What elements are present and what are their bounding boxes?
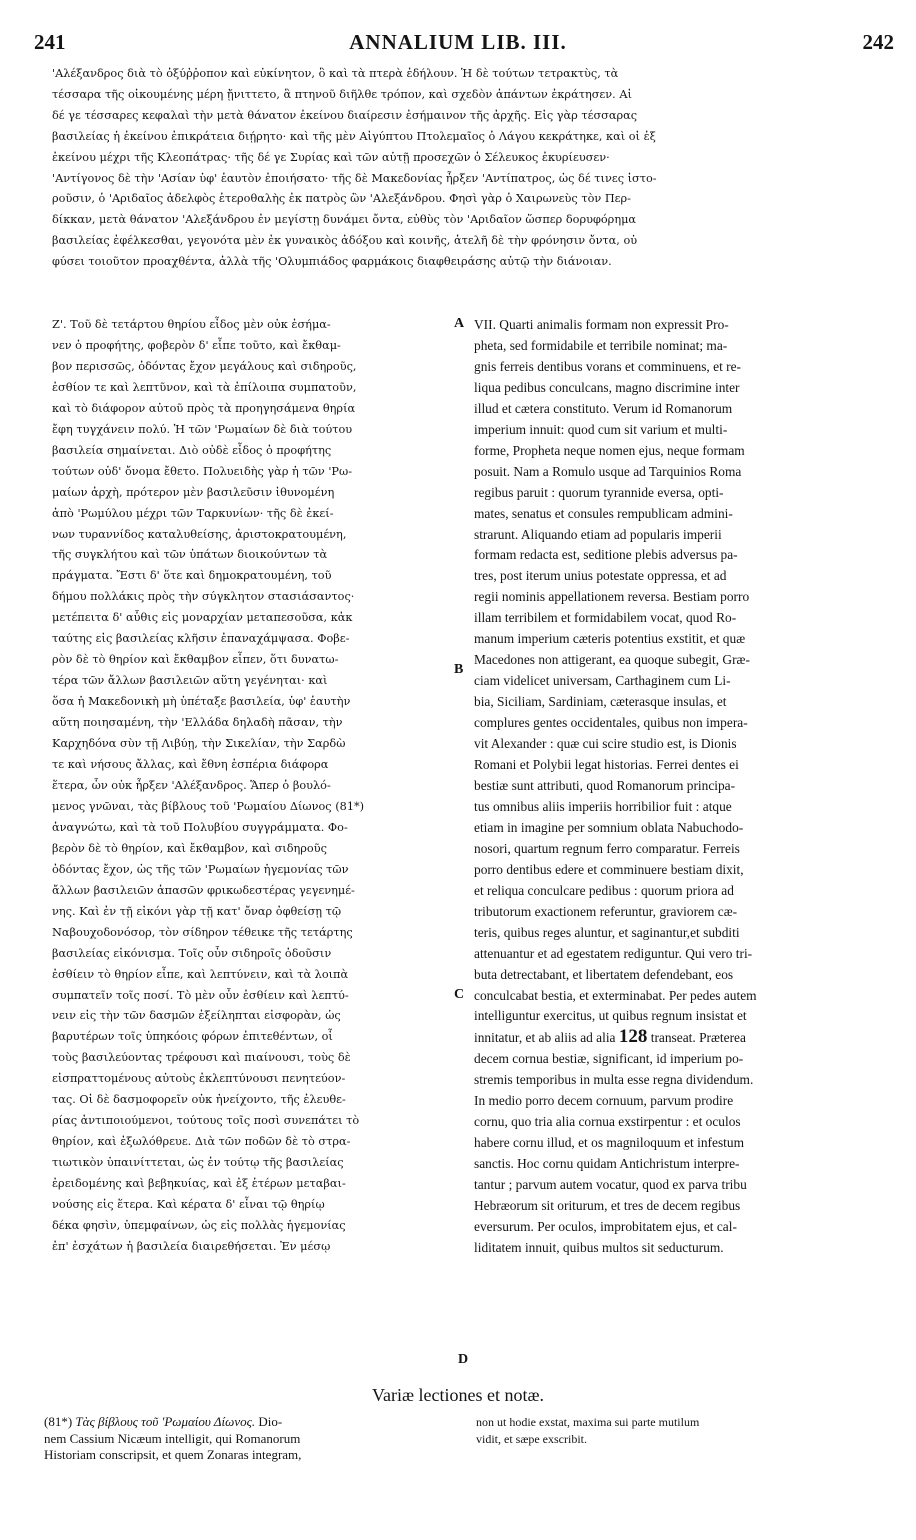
latin-column bbox=[474, 315, 880, 1259]
latin-text-line: illam terribilem et formidabilem vocat, quod Ro- bbox=[474, 610, 737, 626]
latin-text-line: attenuantur et ad egestatem rediguntur. Qui vero tri- bbox=[474, 945, 753, 961]
latin-text-line: tres, post iterum unius potestate oppressa, et ad bbox=[474, 568, 727, 584]
latin-text-line: regibus paruit : quorum tyrannide eversa, opti- bbox=[474, 484, 724, 500]
latin-text-line: et reliqua conculcare pedibus : quorum priora ad bbox=[474, 882, 734, 898]
latin-text-line: manum imperium cæteris potentius exstitit, et quæ bbox=[474, 631, 746, 647]
greek-text-line: τέσσαρα τῆς οἰκουμένης μέρη ᾔνιττετο, ἃ πτηνοῦ διῆλθε τρόπον, καὶ σχεδὸν ἁπάντων ἐκράτησεν. Αἱ bbox=[52, 87, 632, 101]
latin-text-line: mates, senatus et consules rempublicam admini- bbox=[474, 505, 733, 521]
greek-text-line: εἰσπραττομένους αὐτοὺς ἐκλεπτύνουσι πενητεύον- bbox=[52, 1072, 346, 1086]
footnote-text: Dio- bbox=[258, 1414, 283, 1429]
greek-text-line: αὕτη ποιησαμένη, τὴν 'Ελλάδα δηλαδὴ πᾶσαν, τὴν bbox=[52, 716, 343, 730]
margin-marker-d: D bbox=[458, 1352, 469, 1367]
footnote-line: non ut hodie exstat, maxima sui parte mutilum bbox=[476, 1415, 700, 1429]
greek-text-line: δέ γε τέσσαρες κεφαλαὶ τὴν μετὰ θάνατον ἐκείνου διαίρεσιν ἐσήμαινον τῆς ἀρχῆς. Εἰς γὰρ τέσσαρας bbox=[52, 108, 638, 122]
greek-text-line: βασιλείας ἐφέλκεσθαι, γεγονότα μὲν ἐκ γυναικὸς ἀδόξου καὶ κοινῆς, ἀτελῆ δὲ τὴν φρόνησιν ὄντα, οὐ bbox=[52, 234, 638, 248]
greek-text-line: τιωτικὸν ὑπαινίττεται, ὡς ἐν τούτῳ τῆς βασιλείας bbox=[52, 1156, 344, 1170]
latin-text-line: sanctis. Hoc cornu quidam Antichristum interpre- bbox=[474, 1156, 740, 1172]
greek-text-line: νούσης εἰς ἕτερα. Καὶ κέρατα δ' εἶναι τῷ θηρίῳ bbox=[52, 1198, 325, 1212]
margin-marker-c: C bbox=[454, 987, 465, 1002]
margin-marker-a: A bbox=[454, 316, 465, 331]
greek-text-line: δέκα φησὶν, ὑπεμφαίνων, ὡς εἰς πολλὰς ἡγεμονίας bbox=[52, 1218, 346, 1232]
greek-text-line: Ζ'. Τοῦ δὲ τετάρτου θηρίου εἶδος μὲν οὐκ ἐσήμα- bbox=[52, 318, 331, 331]
greek-text-line: ροῦσιν, ὁ 'Αριδαῖος ἀδελφὸς ἑτεροθαλὴς ἐκ πατρὸς ὢν 'Αλεξάνδρου. Φησὶ γὰρ ὁ Χαιρωνεὺς τὸν Περ- bbox=[52, 192, 631, 206]
latin-text-line: gnis ferreis dentibus vorans et comminuens, et re- bbox=[474, 358, 741, 374]
latin-text-line: stremis temporibus in multa esse regna dividendum. bbox=[474, 1072, 754, 1088]
greek-text-line: ρὸν δὲ τὸ θηρίον καὶ ἔκθαμβον εἶπεν, ὅτι δυνατω- bbox=[52, 653, 339, 667]
notes-heading: Variæ lectiones et notæ. bbox=[372, 1385, 544, 1405]
latin-text-line: ciam videlicet universam, Carthaginem cum Li- bbox=[474, 673, 731, 689]
greek-text-line: ἕτερα, ὧν οὐκ ἦρξεν 'Αλέξανδρος. Ἅπερ ὁ βουλό- bbox=[52, 778, 331, 792]
latin-text-line: Macedones non attigerant, ea quoque subegit, Græ- bbox=[474, 652, 750, 668]
greek-text-line: νης. Καὶ ἐν τῇ εἰκόνι γὰρ τῇ κατ' ὄναρ ὀφθείσῃ τῷ bbox=[52, 904, 342, 918]
greek-text-line: συμπατεῖν τοῖς ποσί. Τὸ μὲν οὖν ἐσθίειν καὶ λεπτύ- bbox=[52, 988, 349, 1002]
greek-text-line: τέρα τῶν ἄλλων βασιλειῶν αὕτη γεγένηται· καὶ bbox=[52, 674, 328, 688]
latin-text-line: strarunt. Aliquando etiam ad popularis imperii bbox=[474, 526, 722, 542]
latin-text-line bbox=[474, 1027, 880, 1049]
latin-text-line: decem cornua bestiæ, significant, id imperium po- bbox=[474, 1051, 744, 1067]
greek-text-line: τε καὶ νήσους ἄλλας, καὶ ἔθνη ἑσπέρια διάφορα bbox=[52, 758, 329, 772]
latin-text-line: Romani et Polybii legat historias. Ferrei dentes ei bbox=[474, 757, 739, 773]
greek-text-line: ἄλλων βασιλειῶν ἁπασῶν φρικωδεστέρας γεγενημέ- bbox=[52, 883, 355, 897]
latin-text-line: bia, Siciliam, Sardiniam, cæterasque insulas, et bbox=[474, 694, 727, 710]
greek-text-line: τῆς συγκλήτου καὶ τῶν ὑπάτων διοικούντων τὰ bbox=[52, 548, 328, 562]
page-number-left: 241 bbox=[34, 30, 66, 54]
greek-text-line: βασιλείας εἰκόνισμα. Τοῖς οὖν σιδηροῖς ὀδοῦσιν bbox=[52, 946, 332, 960]
latin-text-line: nosori, quartum regnum ferro comparatur. Ferreis bbox=[474, 840, 740, 856]
greek-text-line: πράγματα. Ἔστι δ' ὅτε καὶ δημοκρατουμένη, τοῦ bbox=[52, 569, 332, 583]
greek-text-line: 'Αλέξανδρος διὰ τὸ ὀξύῤῥοπον καὶ εὐκίνητον, ὃ καὶ τὰ πτερὰ ἐδήλουν. Ἡ δὲ τούτων τετρακτὺς, τὰ bbox=[52, 67, 619, 80]
footnote-line: nem Cassium Nicæum intelligit, qui Romanorum bbox=[44, 1430, 301, 1446]
latin-text-line: forme, Propheta neque nomen ejus, neque formam bbox=[474, 442, 745, 458]
greek-text-line: ὀδόντας ἔχον, ὡς τῆς τῶν 'Ρωμαίων ἡγεμονίας τῶν bbox=[52, 862, 349, 876]
greek-text-line: θηρίον, καὶ ἐξωλόθρευε. Διὰ τῶν ποδῶν δὲ τὸ στρα- bbox=[52, 1135, 351, 1149]
running-title: ANNALIUM LIB. III. bbox=[349, 30, 567, 54]
running-head bbox=[20, 30, 896, 56]
latin-text-line: liditatem innuit, quibus multos sit seducturum. bbox=[474, 1239, 724, 1255]
greek-text-line: ταύτης εἰς βασιλείας κλῆσιν ἐπαναχάμψασα. Φοβε- bbox=[52, 632, 350, 646]
latin-text-line: Hebræorum sit oriturum, et tres de decem regibus bbox=[474, 1198, 741, 1214]
greek-text-line: νεν ὁ προφήτης, φοβερὸν δ' εἶπε τοῦτο, καὶ ἔκθαμ- bbox=[52, 338, 341, 352]
latin-text-line: tantur ; parvum autem vocatur, quod ex parva tribu bbox=[474, 1177, 747, 1193]
greek-text-line: βαρυτέρων τοῖς ὑπηκόοις φόρων ἐπιτεθέντων, οἷ bbox=[52, 1030, 333, 1044]
column-number: 128 bbox=[618, 1027, 648, 1048]
greek-text-line: νων τυραννίδος καταλυθείσης, ἀριστοκρατουμένη, bbox=[52, 527, 347, 541]
greek-text-line: ἐσθίον τε καὶ λεπτῦνον, καὶ τὰ ἐπίλοιπα συμπατοῦν, bbox=[52, 380, 357, 394]
greek-text-line: νειν εἰς τὴν τῶν δασμῶν ἐξείληπται εἰσφορὰν, ὡς bbox=[52, 1009, 341, 1023]
footnote-left bbox=[44, 1414, 454, 1464]
latin-text-line: cornu, quo tria alia cornua exstirpentur : et oculos bbox=[474, 1114, 741, 1130]
greek-text-line: ἐρειδομένης καὶ βεβηκυίας, καὶ ἐξ ἑτέρων μεταβαι- bbox=[52, 1177, 346, 1191]
latin-text-line: bestiæ sunt attributi, quod Romanorum principa- bbox=[474, 777, 736, 793]
latin-text-line: illud et cætera constituto. Verum id Romanorum bbox=[474, 400, 733, 416]
greek-text-line: μετέπειτα δ' αὖθις εἰς μοναρχίαν μεταπεσοῦσα, κἀκ bbox=[52, 611, 353, 625]
latin-text-line: teris, quibus reges aluntur, et saginantur,et subditi bbox=[474, 924, 740, 940]
greek-column bbox=[52, 315, 448, 1258]
greek-top-paragraph bbox=[52, 64, 874, 273]
greek-text-line: ἐσθίειν τὸ θηρίον εἶπε, καὶ λεπτύνειν, καὶ τὰ λοιπὰ bbox=[52, 967, 349, 981]
footnote-reference: Τὰς βίβλους τοῦ 'Ρωμαίου Δίωνος. bbox=[75, 1414, 256, 1429]
greek-text-line: ἐπ' ἐσχάτων ἡ βασιλεία διαιρεθήσεται. Ἐν μέσῳ bbox=[52, 1239, 331, 1253]
greek-text-line: καὶ τὸ διάφορον αὐτοῦ πρὸς τὰ προηγησάμενα θηρία bbox=[52, 401, 356, 415]
latin-text-segment: transeat. Præterea bbox=[650, 1030, 746, 1046]
footnote-line: vidit, et sæpe exscribit. bbox=[476, 1431, 587, 1446]
margin-marker-b: B bbox=[454, 662, 464, 677]
latin-text-line: buta detrectabant, et libertatem defendebant, eos bbox=[474, 966, 734, 982]
greek-text-line: βασιλεία σημαίνεται. Διὸ οὐδὲ εἶδος ὁ προφήτης bbox=[52, 443, 332, 457]
latin-text-line: intelliguntur exercitus, ut quibus regnum insistat et bbox=[474, 1008, 747, 1024]
greek-text-line: δήμου πολλάκις πρὸς τὴν σύγκλητον στασιάσαντος· bbox=[52, 590, 355, 604]
greek-text-line: ἔφη τυγχάνειν πολύ. Ἡ τῶν 'Ρωμαίων δὲ διὰ τούτου bbox=[52, 422, 353, 436]
greek-text-line: ὅσα ἡ Μακεδονικὴ μὴ ὑπέταξε βασιλεία, ὑφ' ἑαυτὴν bbox=[52, 695, 351, 709]
footnote-line: Historiam conscripsit, et quem Zonaras integram, bbox=[44, 1447, 302, 1462]
greek-text-line: Ναβουχοδονόσορ, τὸν σίδηρον τέθεικε τῆς τετάρτης bbox=[52, 925, 353, 939]
latin-text-line: eversurum. Per oculos, improbitatem ejus, et cal- bbox=[474, 1218, 737, 1234]
footnote-number: (81*) bbox=[44, 1414, 73, 1429]
latin-text-line: porro dentibus edere et comminuere bestiam dixit, bbox=[474, 861, 744, 877]
latin-text-line: conculcabat bestia, et exterminabat. Per pedes autem bbox=[474, 987, 757, 1003]
greek-text-line: τούτων οὐδ' ὄνομα ἔθετο. Πολυειδὴς γὰρ ἡ τῶν 'Ρω- bbox=[52, 464, 353, 478]
latin-text-line: tus omnibus aliis imperiis horribilior fuit : atque bbox=[474, 798, 732, 814]
greek-text-line: 'Αντίγονος δὲ τὴν 'Ασίαν ὑφ' ἑαυτὸν ἐποιήσατο· τῆς δὲ Μακεδονίας ἦρξεν 'Αντίπατρος, ὡς δέ τινες ἱστο- bbox=[52, 171, 657, 185]
latin-text-line: liqua pedibus conculcans, magno discrimine inter bbox=[474, 379, 740, 395]
greek-text-line: Καρχηδόνα σὺν τῇ Λιβύῃ, τὴν Σικελίαν, τὴν Σαρδὼ bbox=[52, 737, 346, 751]
latin-text-line: pheta, sed formidabile et terribile nominat; ma- bbox=[474, 337, 728, 353]
greek-text-line: φύσει τοιοῦτον προαχθέντα, ἀλλὰ τῆς 'Ολυμπιάδος φαρμάκοις διαφθειράσης αὐτῷ τὴν διάνοιαν. bbox=[52, 255, 612, 269]
greek-text-line: ἀναγνώτω, καὶ τὰ τοῦ Πολυβίου συγγράμματα. Φο- bbox=[52, 820, 348, 834]
latin-text-line: posuit. Nam a Romulo usque ad Tarquinios Roma bbox=[474, 463, 742, 479]
greek-text-line: βασιλείας ἡ ἐκείνου ἐπικράτεια διῄρητο· καὶ τῆς μὲν Αἰγύπτου Πτολεμαῖος ὁ Λάγου κεκράτηκε, καὶ οἱ ἐξ bbox=[52, 129, 656, 143]
greek-text-line: δίκκαν, μετὰ θάνατον 'Αλεξάνδρου ἐν μεγίστῃ δυνάμει ὄντα, εὐθὺς τὸν 'Αριδαῖον ὥσπερ δορυφόρημα bbox=[52, 213, 637, 227]
greek-text-line: τας. Οἱ δὲ δασμοφορεῖν οὐκ ἠνείχοντο, τῆς ἐλευθε- bbox=[52, 1093, 346, 1107]
page-number-right: 242 bbox=[862, 30, 894, 54]
latin-text-line: formam redacta est, seditione plebis adversus pa- bbox=[474, 547, 738, 563]
footnote-right bbox=[476, 1414, 880, 1447]
greek-text-line: ἀπὸ 'Ρωμύλου μέχρι τῶν Ταρκυνίων· τῆς δὲ ἐκεί- bbox=[52, 506, 334, 520]
greek-text-line: ρίας ἀντιποιούμενοι, τούτους τοῖς ποσὶ συνεπάτει τὸ bbox=[52, 1114, 360, 1128]
greek-text-line: ἐκείνου μέχρι τῆς Κλεοπάτρας· τῆς δέ γε Συρίας καὶ τῶν αὐτῇ προσεχῶν ὁ Σέλευκος ἐκυρίευσεν· bbox=[52, 150, 610, 164]
greek-text-line: βερὸν δὲ τὸ θηρίον, καὶ ἔκθαμβον, καὶ σιδηροῦς bbox=[52, 841, 327, 855]
latin-text-line: imperium innuit: quod cum sit varium et multi- bbox=[474, 421, 728, 437]
greek-text-line: μενος γνῶναι, τὰς βίβλους τοῦ 'Ρωμαίου Δίωνος (81*) bbox=[52, 799, 365, 813]
footnote-line bbox=[44, 1414, 454, 1431]
greek-text-line: βον περισσῶς, ὀδόντας ἔχον μεγάλους καὶ σιδηροῦς, bbox=[52, 359, 357, 373]
latin-text-line: VII. Quarti animalis formam non expressit Pro- bbox=[474, 317, 729, 332]
latin-text-line: complures gentes occidentales, quibus non impera- bbox=[474, 715, 748, 731]
latin-text-line: In medio porro decem cornuum, parvum prodire bbox=[474, 1093, 734, 1109]
latin-text-line: habere cornu illud, et os magniloquum et infestum bbox=[474, 1135, 744, 1151]
latin-text-line: tributorum exactionem referuntur, graviorem cæ- bbox=[474, 903, 738, 919]
latin-text-line: vit Alexander : quæ cui scire studio est, is Dionis bbox=[474, 736, 737, 752]
latin-text-line: etiam in imagine per somnium oblata Nabuchodo- bbox=[474, 819, 744, 835]
latin-text-segment: innitatur, et ab aliis ad alia bbox=[474, 1030, 616, 1046]
latin-text-line: regii nominis appellationem reversa. Bestiam porro bbox=[474, 589, 750, 605]
greek-text-line: τοὺς βασιλεύοντας τρέφουσι καὶ πιαίνουσι, τοὺς δὲ bbox=[52, 1051, 351, 1065]
greek-text-line: μαίων ἀρχὴ, πρότερον μὲν βασιλεῦσιν ἰθυνομένη bbox=[52, 485, 335, 499]
